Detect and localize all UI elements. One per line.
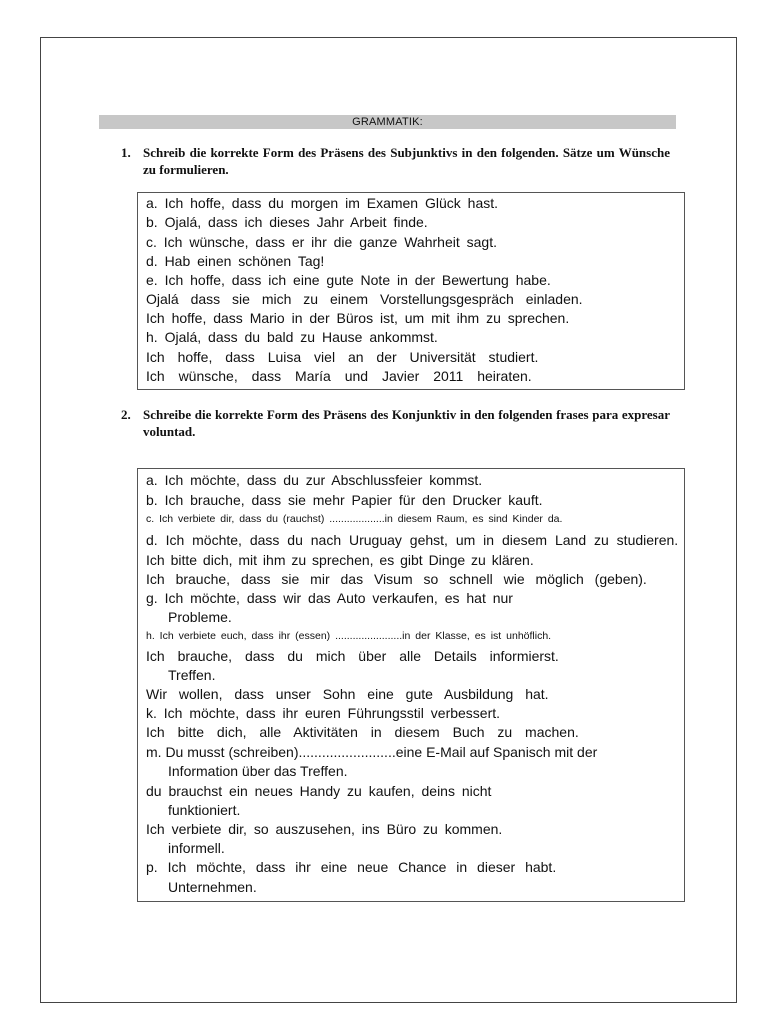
sentence-line: d. Hab einen schönen Tag! (146, 253, 325, 269)
sentence-line: du brauchst ein neues Handy zu kaufen, deins nicht (146, 783, 492, 799)
sentence-line: g. Ich möchte, dass wir das Auto verkaufen, es hat nur (146, 590, 513, 606)
sentence-line: Wir wollen, dass unser Sohn eine gute Ausbildung hat. (146, 686, 549, 702)
sentence-line: h. Ich verbiete euch, dass ihr (essen) .......................in der Klasse, es ist unhöflich. (146, 630, 552, 642)
task-1-box (137, 192, 685, 390)
sentence-line: a. Ich hoffe, dass du morgen im Examen Glück hast. (146, 195, 499, 211)
sentence-line: Ich bitte dich, mit ihm zu sprechen, es gibt Dinge zu klären. (146, 552, 534, 568)
sentence-line: d. Ich möchte, dass du nach Uruguay gehst, um in diesem Land zu studieren. (146, 532, 679, 548)
sentence-line: c. Ich verbiete dir, dass du (rauchst) ...................in diesem Raum, es sind Kinder da. (146, 513, 563, 525)
sentence-line: Ich brauche, dass du mich über alle Details informierst. (146, 648, 559, 664)
sentence-line: b. Ich brauche, dass sie mehr Papier für den Drucker kauft. (146, 492, 543, 508)
sentence-line: Ojalá dass sie mich zu einem Vorstellungsgespräch einladen. (146, 291, 583, 307)
sentence-line: funktioniert. (168, 802, 241, 818)
task-2-instruction (121, 406, 670, 440)
sentence-line: Unternehmen. (168, 879, 257, 895)
sentence-line: Information über das Treffen. (168, 763, 348, 779)
sentence-line: m. Du musst (schreiben).........................eine E-Mail auf Spanisch mit der (146, 744, 598, 760)
task-text: Schreib die korrekte Form des Präsens des Subjunktivs in den folgenden. Sätze um Wünsche zu formulieren. (143, 145, 670, 177)
task-2-box (137, 468, 685, 902)
task-1-instruction (121, 144, 670, 178)
task-number: 1. (121, 145, 131, 160)
sentence-line: b. Ojalá, dass ich dieses Jahr Arbeit finde. (146, 214, 428, 230)
sentence-line: p. Ich möchte, dass ihr eine neue Chance in dieser habt. (146, 859, 557, 875)
sentence-line: Ich wünsche, dass María und Javier 2011 heiraten. (146, 368, 532, 384)
sentence-line: Probleme. (168, 609, 232, 625)
sentence-line: Ich bitte dich, alle Aktivitäten in diesem Buch zu machen. (146, 724, 579, 740)
sentence-line: Ich hoffe, dass Luisa viel an der Universität studiert. (146, 349, 539, 365)
sentence-line: c. Ich wünsche, dass er ihr die ganze Wahrheit sagt. (146, 234, 497, 250)
sentence-line: informell. (168, 840, 225, 856)
sentence-line: Ich verbiete dir, so auszusehen, ins Büro zu kommen. (146, 821, 503, 837)
sentence-line: Treffen. (168, 667, 216, 683)
task-number: 2. (121, 407, 131, 422)
sentence-line: a. Ich möchte, dass du zur Abschlussfeier kommst. (146, 472, 483, 488)
sentence-line: h. Ojalá, dass du bald zu Hause ankommst. (146, 329, 438, 345)
sentence-line: Ich hoffe, dass Mario in der Büros ist, um mit ihm zu sprechen. (146, 310, 570, 326)
sentence-line: k. Ich möchte, dass ihr euren Führungsstil verbessert. (146, 705, 501, 721)
task-text: Schreibe die korrekte Form des Präsens des Konjunktiv in den folgenden frases para expresar voluntad. (143, 407, 670, 439)
sentence-line: e. Ich hoffe, dass ich eine gute Note in der Bewertung habe. (146, 272, 551, 288)
section-header: GRAMMATIK: (99, 115, 676, 129)
sentence-line: Ich brauche, dass sie mir das Visum so schnell wie möglich (geben). (146, 571, 647, 587)
